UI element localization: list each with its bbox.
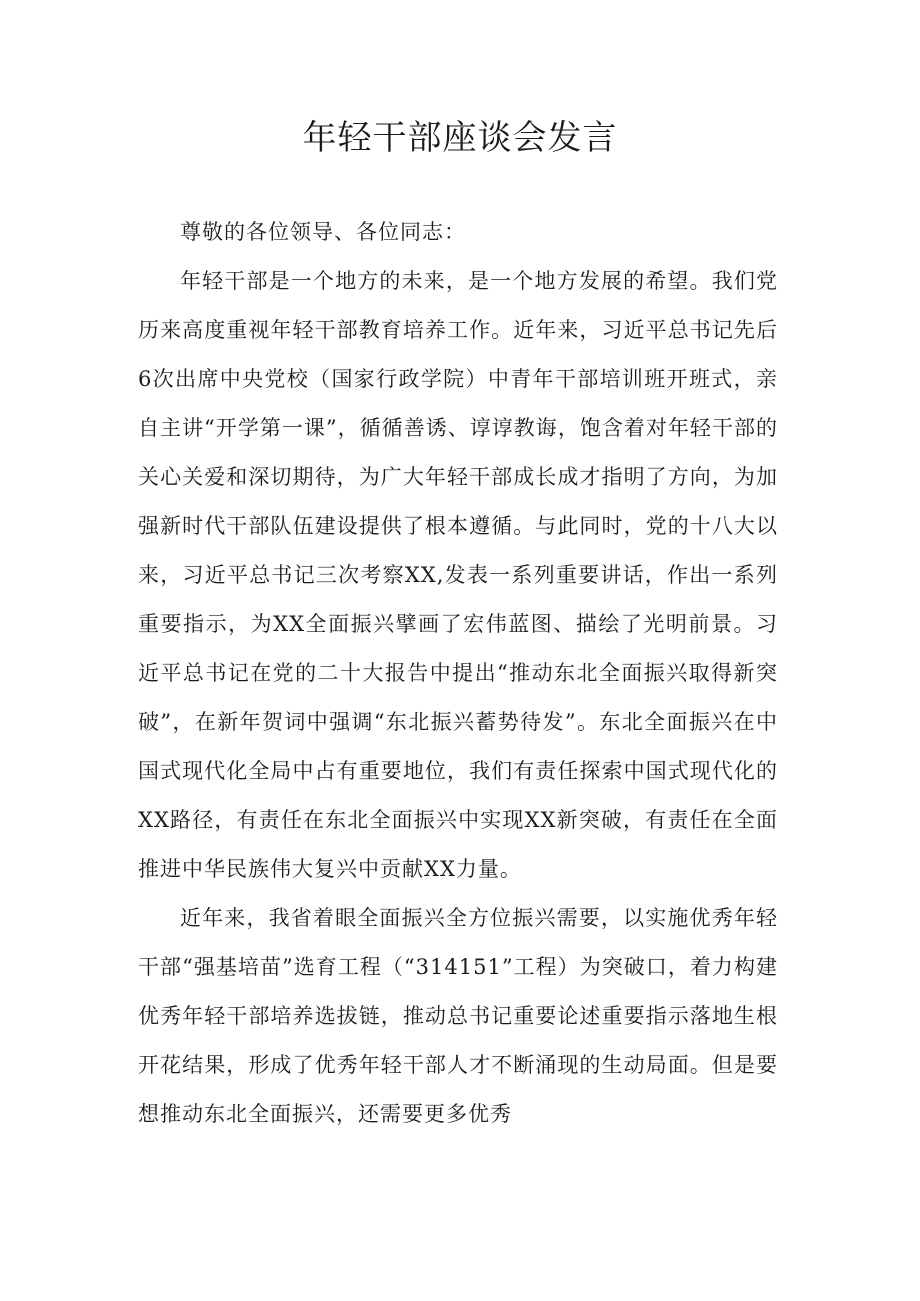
document-body xyxy=(138,208,778,1139)
paragraph-1: 年轻干部是一个地方的未来，是一个地方发展的希望。我们党历来高度重视年轻干部教育培养工作。近年来，习近平总书记先后6次出席中央党校（国家行政学院）中青年干部培训班开班式，亲自主讲“开学第一课”，循循善诱、谆谆教诲，饱含着对年轻干部的关心关爱和深切期待，为广大年轻干部成长成才指明了方向，为加强新时代干部队伍建设提供了根本遵循。与此同时，党的十八大以来，习近平总书记三次考察XX,发表一系列重要讲话，作出一系列重要指示，为XX全面振兴擘画了宏伟蓝图、描绘了光明前景。习近平总书记在党的二十大报告中提出“推动东北全面振兴取得新突破”，在新年贺词中强调“东北振兴蓄势待发”。东北全面振兴在中国式现代化全局中占有重要地位，我们有责任探索中国式现代化的XX路径，有责任在东北全面振兴中实现XX新突破，有责任在全面推进中华民族伟大复兴中贡献XX力量。 xyxy=(138,269,778,881)
salutation: 尊敬的各位领导、各位同志： xyxy=(180,220,466,244)
paragraph-2: 近年来，我省着眼全面振兴全方位振兴需要，以实施优秀年轻干部“强基培苗”选育工程（“314151”工程）为突破口，着力构建优秀年轻干部培养选拔链，推动总书记重要论述重要指示落地生根开花结果，形成了优秀年轻干部人才不断涌现的生动局面。但是要想推动东北全面振兴，还需要更多优秀 xyxy=(138,906,778,1126)
document-title: 年轻干部座谈会发言 xyxy=(302,118,618,158)
